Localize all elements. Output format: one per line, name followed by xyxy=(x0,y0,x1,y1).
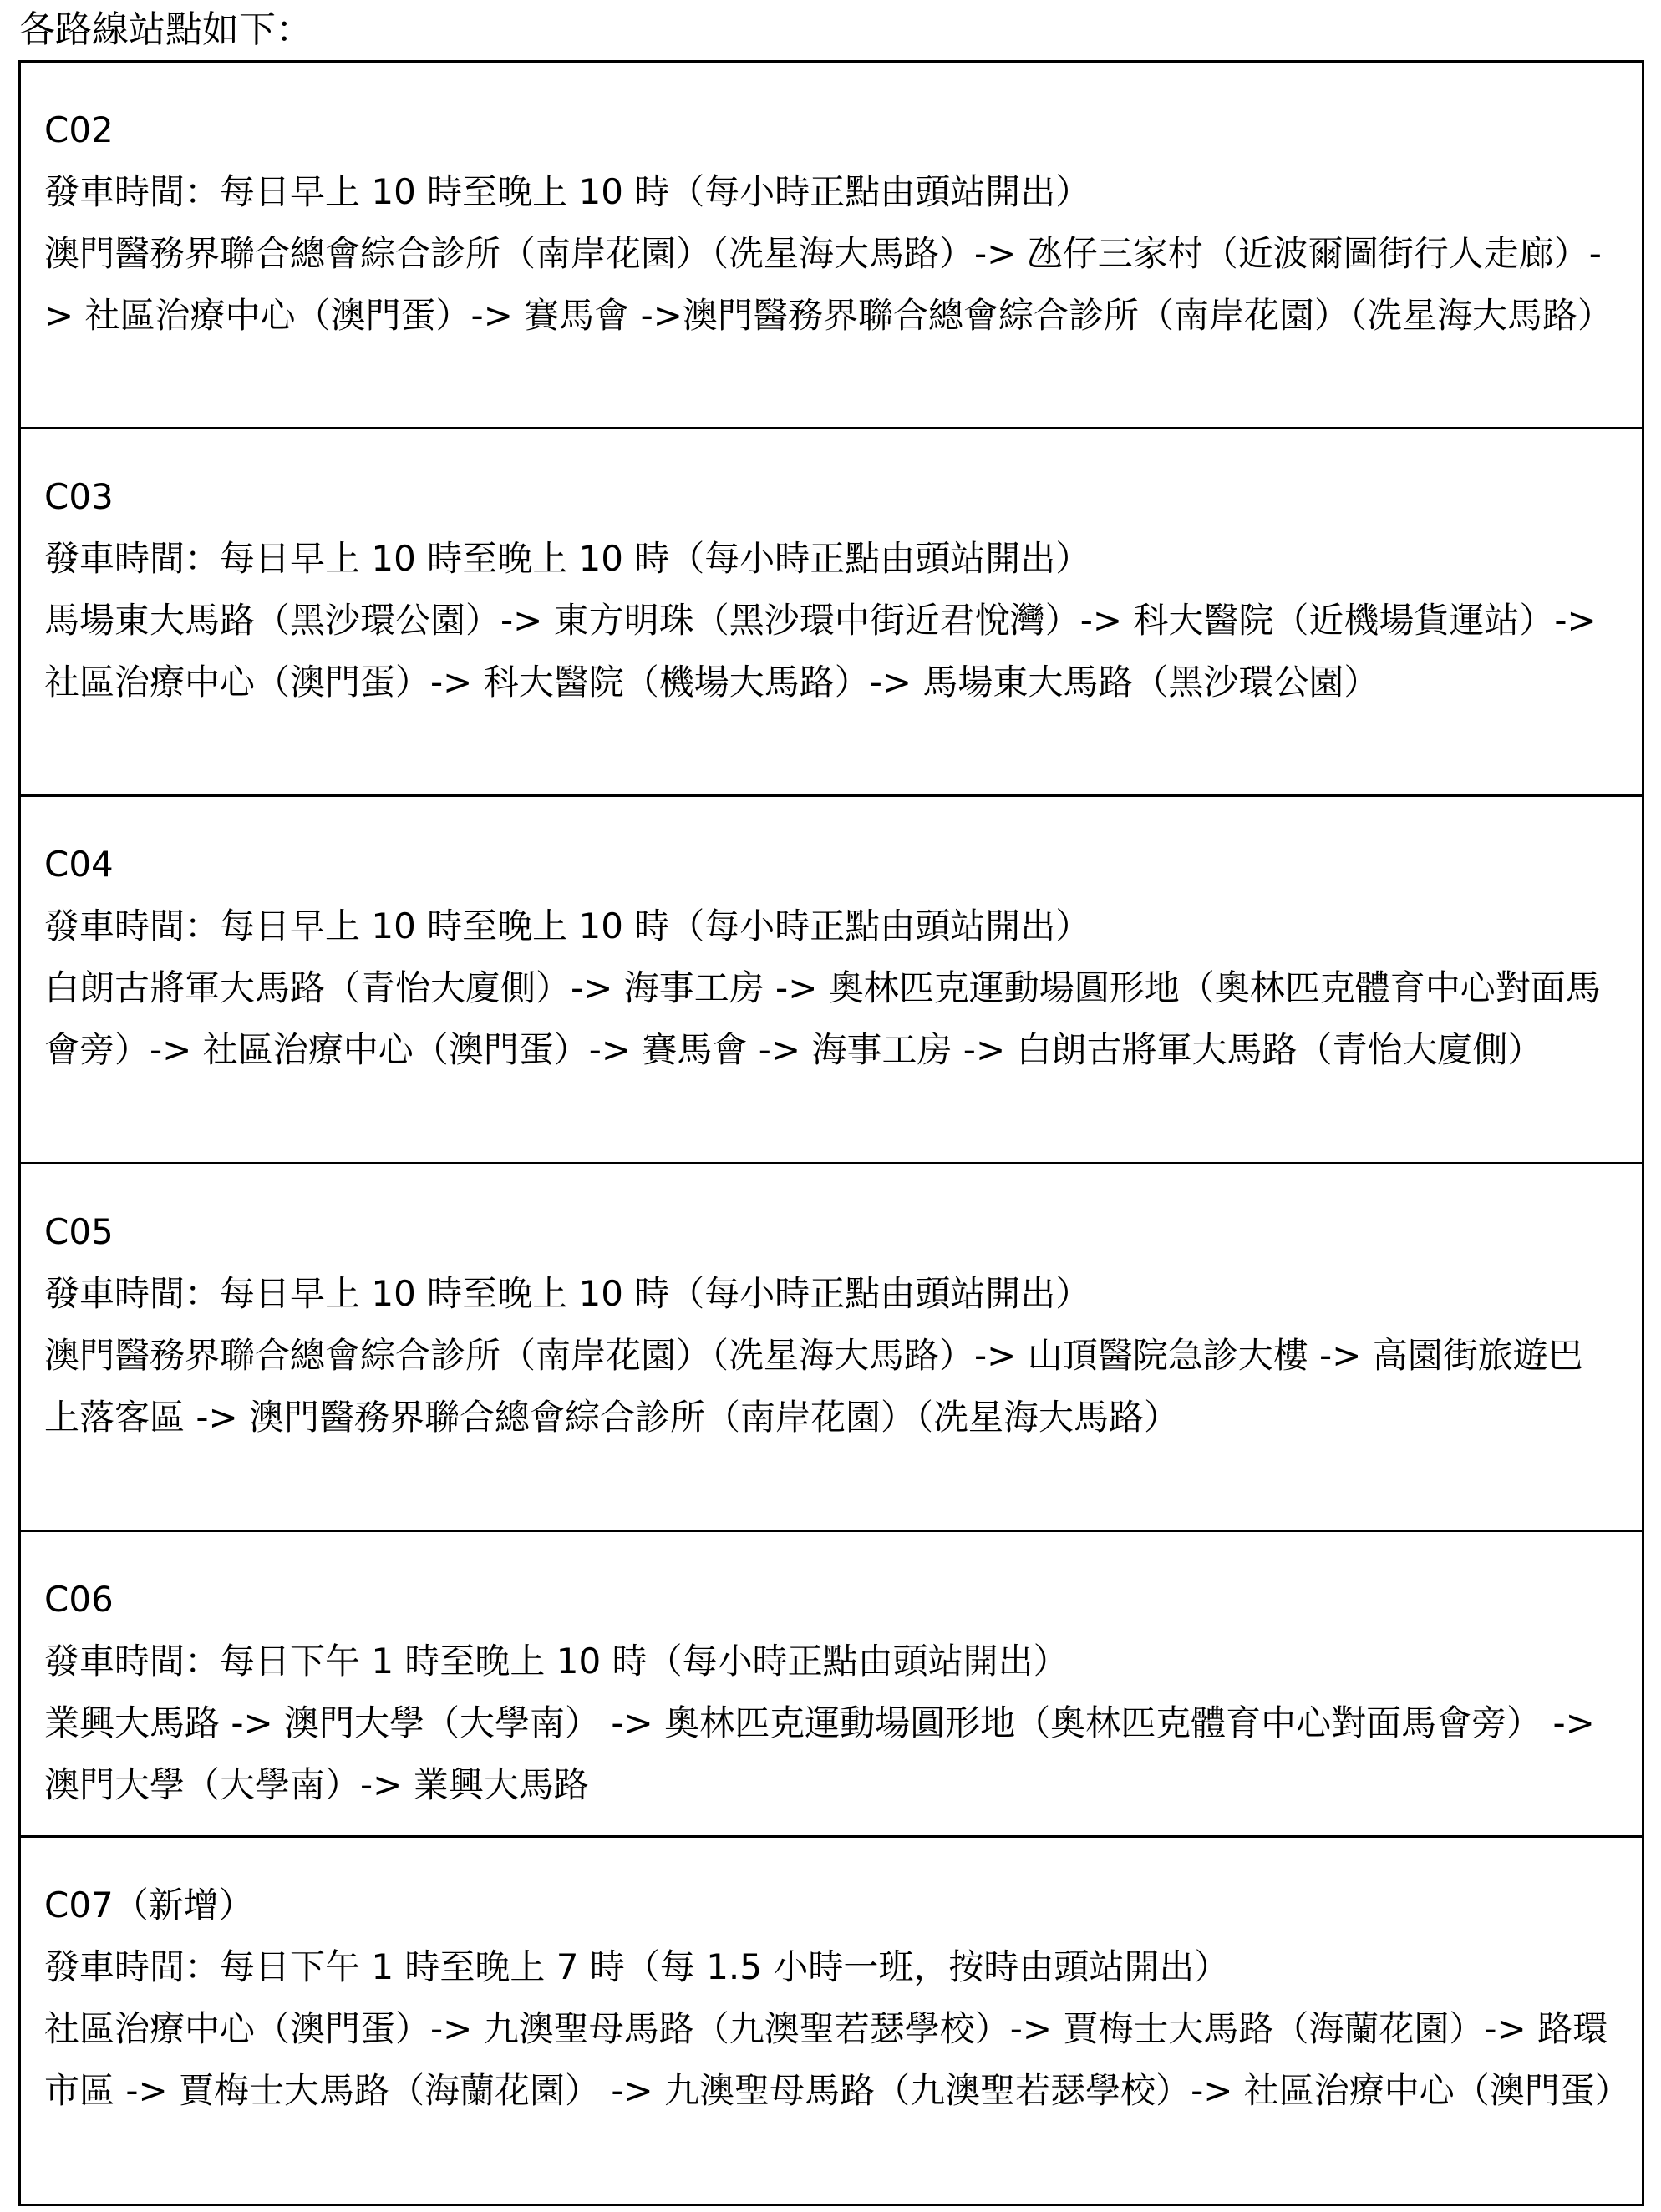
route-cell-c06 xyxy=(21,1532,1642,1838)
route-table xyxy=(18,60,1644,2206)
route-schedule: 發車時間：每日早上 10 時至晚上 10 時（每小時正點由頭站開出） xyxy=(44,906,1091,946)
route-code: C05 xyxy=(44,1211,114,1252)
route-schedule: 發車時間：每日下午 1 時至晚上 7 時（每 1.5 小時一班，按時由頭站開出） xyxy=(44,1946,1230,1987)
route-code: C04 xyxy=(44,844,114,885)
route-code: C06 xyxy=(44,1579,114,1620)
route-cell-c02 xyxy=(21,63,1642,429)
route-schedule: 發車時間：每日早上 10 時至晚上 10 時（每小時正點由頭站開出） xyxy=(44,171,1091,212)
route-stops: 馬場東大馬路（黑沙環公園）-> 東方明珠（黑沙環中街近君悅灣）-> 科大醫院（近機場貨運站）-> 社區治療中心（澳門蛋）-> 科大醫院（機場大馬路）-> 馬場東大馬路（黑沙環公園） xyxy=(44,600,1597,703)
route-code: C02 xyxy=(44,109,114,150)
route-code: C03 xyxy=(44,476,114,517)
route-cell-c05 xyxy=(21,1164,1642,1532)
route-stops: 澳門醫務界聯合總會綜合診所（南岸花園）（冼星海大馬路）-> 山頂醫院急診大樓 -> 高園街旅遊巴上落客區 -> 澳門醫務界聯合總會綜合診所（南岸花園）（冼星海大馬路） xyxy=(44,1335,1583,1438)
route-schedule: 發車時間：每日早上 10 時至晚上 10 時（每小時正點由頭站開出） xyxy=(44,1273,1091,1314)
route-stops: 社區治療中心（澳門蛋）-> 九澳聖母馬路（九澳聖若瑟學校）-> 賈梅士大馬路（海蘭花園）-> 路環市區 -> 賈梅士大馬路（海蘭花園） -> 九澳聖母馬路（九澳聖若瑟學校）-> 社區治療中心（澳門蛋） xyxy=(44,2008,1630,2111)
route-cell-c03 xyxy=(21,429,1642,797)
route-cell-c07 xyxy=(21,1838,1642,2204)
route-schedule: 發車時間：每日早上 10 時至晚上 10 時（每小時正點由頭站開出） xyxy=(44,538,1091,579)
route-stops: 業興大馬路 -> 澳門大學（大學南） -> 奧林匹克運動場圓形地（奧林匹克體育中心對面馬會旁） -> 澳門大學（大學南）-> 業興大馬路 xyxy=(44,1702,1595,1805)
route-schedule: 發車時間：每日下午 1 時至晚上 10 時（每小時正點由頭站開出） xyxy=(44,1641,1069,1682)
intro-heading: 各路線站點如下： xyxy=(18,8,312,51)
route-code: C07（新增） xyxy=(44,1885,254,1925)
route-cell-c04 xyxy=(21,797,1642,1164)
route-stops: 白朗古將軍大馬路（青怡大廈側）-> 海事工房 -> 奧林匹克運動場圓形地（奧林匹克體育中心對面馬會旁）-> 社區治療中心（澳門蛋）-> 賽馬會 -> 海事工房 -> 白朗古將軍大馬路（青怡大廈側） xyxy=(44,967,1601,1070)
route-stops: 澳門醫務界聯合總會綜合診所（南岸花園）（冼星海大馬路）-> 氹仔三家村（近波爾圖街行人走廊）-> 社區治療中心（澳門蛋）-> 賽馬會 ->澳門醫務界聯合總會綜合診所（南岸花園）（冼星海大馬路） xyxy=(44,233,1613,336)
